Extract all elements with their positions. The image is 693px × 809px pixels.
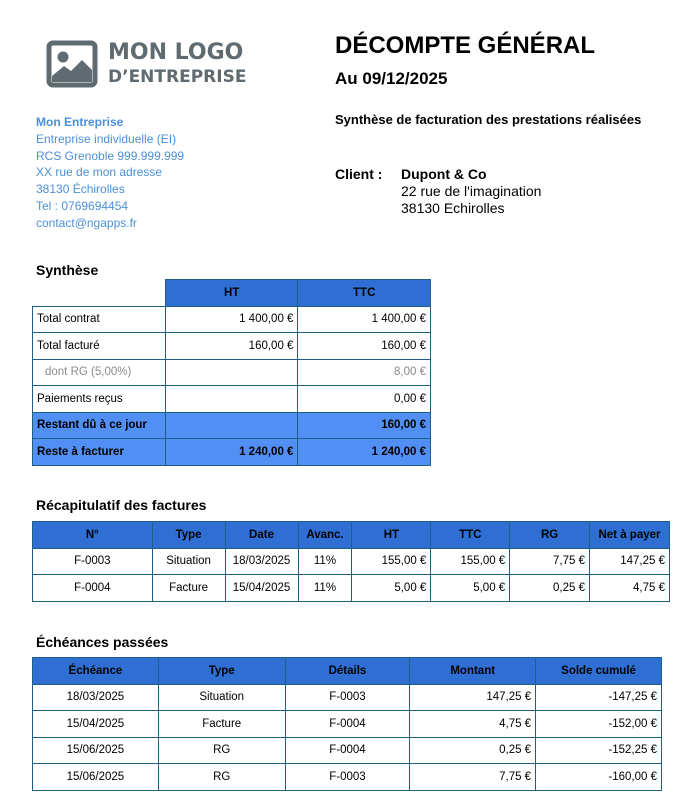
- client-name: Dupont & Co: [401, 166, 487, 182]
- header-cell-details: Détails: [285, 658, 410, 685]
- cell-balance: -152,25 €: [536, 737, 662, 764]
- company-rcs: RCS Grenoble 999.999.999: [36, 148, 185, 163]
- header-cell-empty: [33, 280, 166, 307]
- row-label: Total contrat: [33, 306, 166, 333]
- cell-date: 18/03/2025: [225, 548, 298, 575]
- echeances-table: [32, 657, 662, 791]
- table-row: [33, 386, 431, 413]
- cell-ht: 1 240,00 €: [165, 439, 298, 466]
- cell-date: 15/04/2025: [225, 575, 298, 602]
- cell-ttc: 5,00 €: [431, 575, 510, 602]
- header-cell-type: Type: [158, 658, 285, 685]
- document-title: DÉCOMPTE GÉNÉRAL: [335, 32, 596, 59]
- row-label: dont RG (5,00%): [33, 359, 166, 386]
- cell-type: RG: [158, 764, 285, 791]
- synthese-title: Synthèse: [36, 262, 99, 278]
- cell-type: Facture: [152, 575, 225, 602]
- cell-rg: 7,75 €: [510, 548, 590, 575]
- cell-amount: 147,25 €: [410, 684, 536, 711]
- header-cell-net: Net à payer: [590, 522, 670, 549]
- table-row: [33, 548, 670, 575]
- company-legal-form: Entreprise individuelle (EI): [36, 131, 177, 146]
- echeances-title: Échéances passées: [36, 634, 169, 650]
- header-cell-balance: Solde cumulé: [536, 658, 662, 685]
- table-row: [33, 306, 431, 333]
- client-address: 22 rue de l'imagination: [401, 183, 542, 199]
- row-label: Total facturé: [33, 333, 166, 360]
- header-cell-ht: HT: [165, 280, 298, 307]
- header-cell-ttc: TTC: [431, 522, 510, 549]
- company-info: [36, 114, 184, 232]
- cell-details: F-0004: [285, 737, 410, 764]
- cell-ht: 155,00 €: [352, 548, 431, 575]
- recap-title: Récapitulatif des factures: [36, 497, 207, 513]
- cell-ht: [165, 386, 298, 413]
- cell-ht: [165, 359, 298, 386]
- table-row-highlight: [33, 412, 431, 439]
- cell-due-date: 15/06/2025: [33, 764, 159, 791]
- cell-number: F-0004: [33, 575, 153, 602]
- company-email: contact@ngapps.fr: [36, 215, 137, 230]
- header-cell-type: Type: [152, 522, 225, 549]
- table-header-row: [33, 522, 670, 549]
- cell-rg: 0,25 €: [510, 575, 590, 602]
- document-date: Au 09/12/2025: [335, 69, 448, 88]
- table-row: [33, 684, 662, 711]
- cell-details: F-0003: [285, 764, 410, 791]
- client-block: [335, 166, 541, 217]
- cell-ht: 5,00 €: [352, 575, 431, 602]
- company-name: Mon Entreprise: [36, 115, 124, 129]
- company-city: 38130 Échirolles: [36, 182, 125, 197]
- company-logo: [46, 40, 246, 88]
- cell-ht: 160,00 €: [165, 333, 298, 360]
- table-header-row: [33, 280, 431, 307]
- client-city: 38130 Echirolles: [401, 200, 505, 216]
- table-row: [33, 575, 670, 602]
- cell-ttc: 1 400,00 €: [298, 306, 431, 333]
- header-cell-ttc: TTC: [298, 280, 431, 307]
- header-cell-amount: Montant: [410, 658, 536, 685]
- cell-progress: 11%: [298, 575, 352, 602]
- client-label: Client :: [335, 166, 383, 182]
- cell-type: Situation: [158, 684, 285, 711]
- cell-details: F-0003: [285, 684, 410, 711]
- header-cell-number: N°: [33, 522, 153, 549]
- table-header-row: [33, 658, 662, 685]
- cell-net: 147,25 €: [590, 548, 670, 575]
- cell-balance: -147,25 €: [536, 684, 662, 711]
- header-cell-date: Date: [225, 522, 298, 549]
- cell-type: Situation: [152, 548, 225, 575]
- header-cell-progress: Avanc.: [298, 522, 352, 549]
- table-row-highlight: [33, 439, 431, 466]
- cell-progress: 11%: [298, 548, 352, 575]
- company-phone: Tel : 0769694454: [36, 198, 129, 213]
- image-placeholder-icon: [46, 40, 98, 88]
- header-cell-due-date: Échéance: [33, 658, 159, 685]
- cell-balance: -160,00 €: [536, 764, 662, 791]
- cell-ttc: 8,00 €: [298, 359, 431, 386]
- table-row: [33, 711, 662, 738]
- cell-ttc: 0,00 €: [298, 386, 431, 413]
- logo-text-line2: D’ENTREPRISE: [108, 67, 247, 87]
- cell-due-date: 15/04/2025: [33, 711, 159, 738]
- header-cell-rg: RG: [510, 522, 590, 549]
- cell-type: Facture: [158, 711, 285, 738]
- cell-amount: 7,75 €: [410, 764, 536, 791]
- cell-balance: -152,00 €: [536, 711, 662, 738]
- header-cell-ht: HT: [352, 522, 431, 549]
- cell-type: RG: [158, 737, 285, 764]
- row-label: Restant dû à ce jour: [33, 412, 166, 439]
- cell-ttc: 155,00 €: [431, 548, 510, 575]
- cell-details: F-0004: [285, 711, 410, 738]
- table-row: [33, 737, 662, 764]
- cell-amount: 4,75 €: [410, 711, 536, 738]
- cell-amount: 0,25 €: [410, 737, 536, 764]
- cell-net: 4,75 €: [590, 575, 670, 602]
- row-label: Reste à facturer: [33, 439, 166, 466]
- cell-due-date: 18/03/2025: [33, 684, 159, 711]
- table-row: [33, 764, 662, 791]
- logo-text-line1: MON LOGO: [108, 40, 244, 65]
- row-label: Paiements reçus: [33, 386, 166, 413]
- cell-ht: [165, 412, 298, 439]
- cell-due-date: 15/06/2025: [33, 737, 159, 764]
- company-address: XX rue de mon adresse: [36, 165, 163, 180]
- table-row: [33, 333, 431, 360]
- document-description: Synthèse de facturation des prestations réalisées: [335, 112, 642, 127]
- table-row: [33, 359, 431, 386]
- cell-ttc: 160,00 €: [298, 412, 431, 439]
- synthese-table: [32, 279, 431, 466]
- cell-ht: 1 400,00 €: [165, 306, 298, 333]
- cell-number: F-0003: [33, 548, 153, 575]
- cell-ttc: 160,00 €: [298, 333, 431, 360]
- cell-ttc: 1 240,00 €: [298, 439, 431, 466]
- recap-table: [32, 521, 670, 602]
